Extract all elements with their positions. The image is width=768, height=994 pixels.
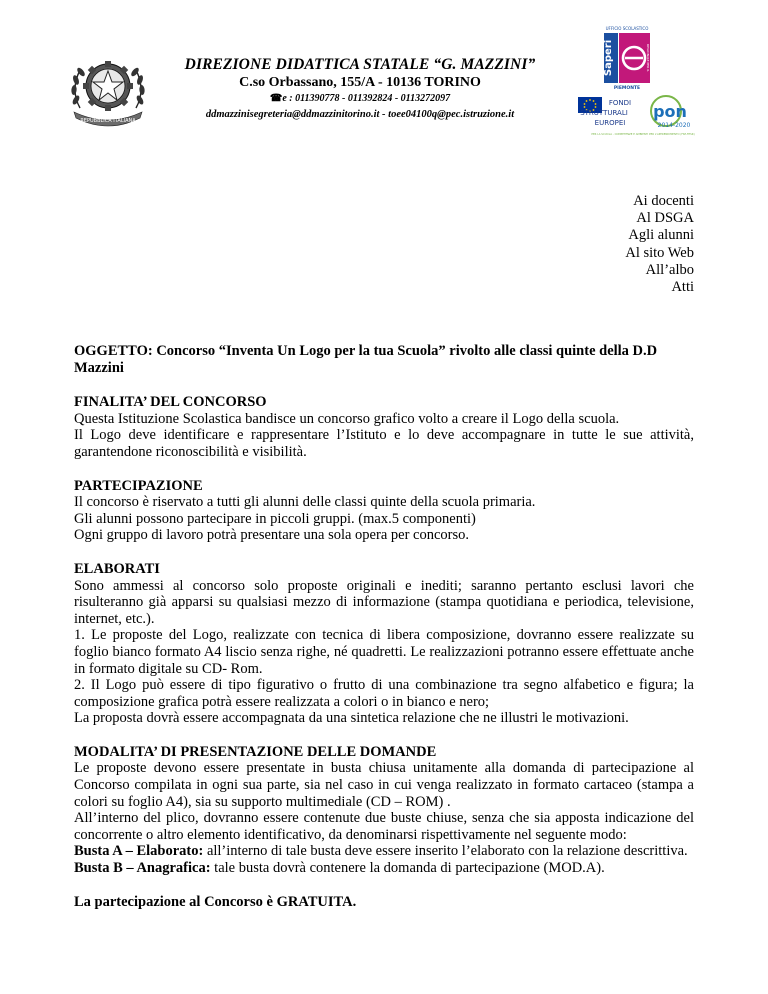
subject-line: OGGETTO: Concorso “Inventa Un Logo per la tua Scuola” rivolto alle classi quinte della D.D Mazzini [74,343,658,376]
paragraph: Questa Istituzione Scolastica bandisce un concorso grafico volto a creare il Logo della scuola. [74,410,620,427]
recipient-item: Ai docenti [633,193,694,209]
paragraph: Gli alunni possono partecipare in piccoli gruppi. (max.5 componenti) [74,510,476,527]
school-header [150,55,570,123]
recipient-item: Atti [671,279,694,296]
section-title: PARTECIPAZIONE [74,477,203,494]
svg-text:2014-2020: 2014-2020 [657,122,691,129]
paragraph: Il Logo deve identificare e rappresentare l’Istituto e lo deve accompagnare in tutte le sue attività, garantendone riconoscibilità e visibilità. [74,427,694,460]
emblem-ribbon-text: REPUBBLICA ITALIANA [80,118,136,124]
paragraph: La proposta dovrà essere accompagnata da una sintetica relazione che ne illustri le motivazioni. [74,710,629,727]
svg-text:PIEMONTE: PIEMONTE [613,86,641,91]
recipient-item: Agli alunni [628,227,694,244]
paragraph: All’interno del plico, dovranno essere contenute due buste chiuse, senza che sia apposta indicazione del concorrente o altro elemento identificativo, da denominarsi rispettivamente nel seguente modo: [74,810,694,843]
school-email-line: ddmazzinisegreteria@ddmazzinitorino.it - toee04100q@pec.istruzione.it [205,109,515,120]
section-title: FINALITA’ DEL CONCORSO [74,394,267,411]
saperi-usr-piemonte-logo [602,25,652,91]
school-address: C.so Orbassano, 155/A - 10136 TORINO [239,75,481,90]
recipients-list [625,193,694,296]
paragraph: Il concorso è riservato a tutti gli alunni delle classi quinte della scuola primaria. [74,494,536,511]
recipient-item: All’albo [645,261,694,278]
paragraph: Sono ammessi al concorso solo proposte originali e inediti; saranno pertanto esclusi lavori che risulteranno già apparsi su qualsiasi mezzo di informazione (stampa quotidiana e periodica, televisione, internet, etc.). [74,577,694,627]
document-body [74,343,694,910]
phone-icon: ☎ [269,93,283,104]
svg-text:pon: pon [653,102,687,121]
busta-a-label: Busta A – Elaborato: [74,843,204,860]
svg-text:REGIONALE PER IL: REGIONALE PER IL [646,44,650,72]
section-elaborati [74,561,694,727]
svg-text:Saperi: Saperi [603,39,614,77]
svg-text:FONDI: FONDI [608,99,632,107]
paragraph: Ogni gruppo di lavoro potrà presentare una sola opera per concorso. [74,527,469,544]
fondi-strutturali-pon-logo [578,95,708,143]
paragraph: Le proposte devono essere presentate in busta chiusa unitamente alla domanda di partecipazione al Concorso compilata in ogni sua parte, sia nel caso in cui venga realizzato in formato cartaceo (stampa a colori su foglio A4), sia su supporto multimediale (CD – ROM) . [74,760,694,810]
paragraph: 2. Il Logo può essere di tipo figurativo o frutto di una combinazione tra segno alfabetico e figura; la composizione grafica potrà essere realizzata a colori o in bianco e nero; [74,677,694,710]
school-phone-line: ☎e : 011390778 - 011392824 - 0113272097 [269,93,451,104]
busta-a-paragraph: Busta A – Elaborato: all’interno di tale busta deve essere inserito l’elaborato con la relazione descrittiva. [74,843,688,860]
recipient-item: Al sito Web [625,244,694,261]
paragraph: 1. Le proposte del Logo, realizzate con tecnica di libera composizione, dovranno essere realizzate su foglio bianco formato A4 liscio senza righe, né quadretti. Le realizzazioni potranno essere effettuate anche in formato digitale su CD- Rom. [74,627,694,677]
svg-text:STRUTTURALI: STRUTTURALI [580,109,628,117]
recipient-item: Al DSGA [636,210,694,227]
final-note: La partecipazione al Concorso è GRATUITA. [74,893,357,910]
section-finalita [74,394,694,460]
svg-text:PER LA SCUOLA - COMPETENZE E A: PER LA SCUOLA - COMPETENZE E AMBIENTI PER L'APPRENDIMENTO (FSE-FESR) [591,133,695,136]
section-title: MODALITA’ DI PRESENTAZIONE DELLE DOMANDE [74,743,437,760]
svg-text:EUROPEI: EUROPEI [594,119,626,127]
busta-b-label: Busta B – Anagrafica: [74,860,211,877]
school-name: DIREZIONE DIDATTICA STATALE “G. MAZZINI” [184,56,536,73]
svg-text:UFFICIO SCOLASTICO: UFFICIO SCOLASTICO [605,26,649,31]
busta-b-paragraph: Busta B – Anagrafica: tale busta dovrà contenere la domanda di partecipazione (MOD.A). [74,860,605,877]
italian-republic-emblem-icon [66,48,150,128]
section-title: ELABORATI [74,560,160,577]
section-modalita [74,744,694,877]
section-partecipazione [74,478,694,544]
